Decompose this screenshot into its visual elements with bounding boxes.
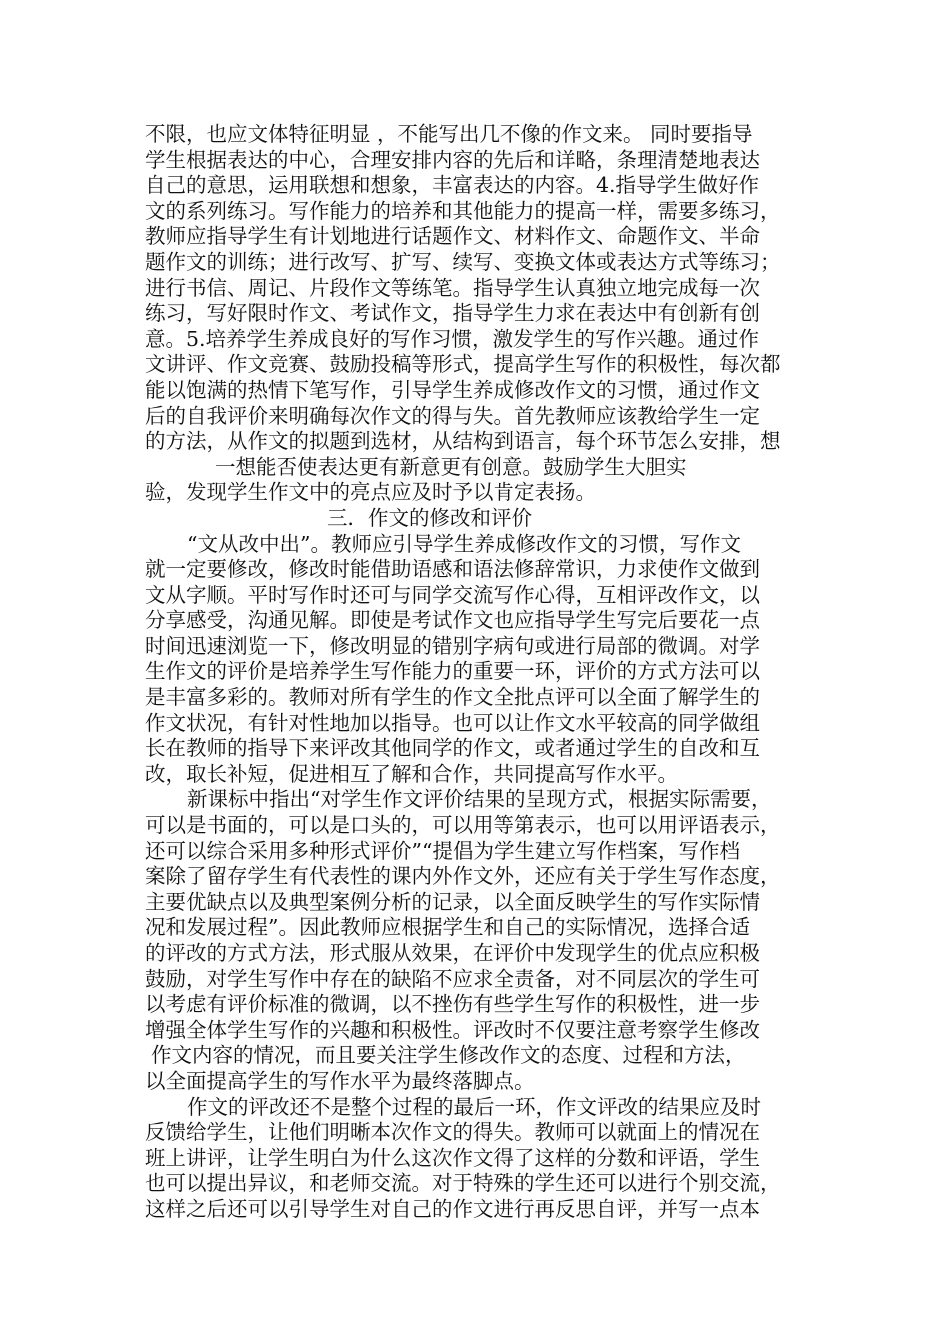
text-line: 意。5.培养学生养成良好的写作习惯，激发学生的写作兴趣。通过作 (145, 326, 760, 351)
text-line: 还可以综合采用多种形式评价”“提倡为学生建立写作档案，写作档 (145, 838, 740, 863)
text-line: 时间迅速浏览一下，修改明显的错别字病句或进行局部的微调。对学 (145, 633, 760, 658)
text-line: 一想能否使表达更有新意更有创意。鼓励学生大胆实 (215, 454, 687, 479)
text-line: 自己的意思，运用联想和想象，丰富表达的内容。4.指导学生做好作 (145, 173, 760, 198)
text-line: 文讲评、作文竞赛、鼓励投稿等形式，提高学生写作的积极性，每次都 (145, 352, 781, 377)
text-line: 以考虑有评价标准的微调，以不挫伤有些学生写作的积极性，进一步 (145, 992, 760, 1017)
text-line: 长在教师的指导下来评改其他同学的作文，或者通过学生的自改和互 (145, 736, 760, 761)
document-body (145, 122, 815, 1223)
text-line: 案除了留存学生有代表性的课内外作文外，还应有关于学生写作态度， (145, 864, 781, 889)
text-line: 这样之后还可以引导学生对自己的作文进行再反思自评，并写一点本 (145, 1196, 760, 1221)
text-line: 后的自我评价来明确每次作文的得与失。首先教师应该教给学生一定 (145, 403, 760, 428)
text-line: 教师应指导学生有计划地进行话题作文、材料作文、命题作文、半命 (145, 224, 760, 249)
text-line: 反馈给学生，让他们明晰本次作文的得失。教师可以就面上的情况在 (145, 1120, 760, 1145)
section-heading: 三．作文的修改和评价 (327, 505, 532, 530)
text-line: 题作文的训练；进行改写、扩写、续写、变换文体或表达方式等练习； (145, 249, 781, 274)
text-line: “文从改中出”。教师应引导学生养成修改作文的习惯，写作文 (187, 531, 741, 556)
text-line: 不限，也应文体特征明显 ，不能写出几不像的作文来。 同时要指导 (145, 122, 753, 146)
text-line: 分享感受，沟通见解。即使是考试作文也应指导学生写完后要花一点 (145, 608, 760, 633)
text-line: 练习，写好限时作文、考试作文，指导学生力求在表达中有创新有创 (145, 301, 760, 326)
text-line: 也可以提出异议，和老师交流。对于特殊的学生还可以进行个别交流， (145, 1171, 781, 1196)
text-line: 作文的评改还不是整个过程的最后一环，作文评改的结果应及时 (187, 1094, 761, 1119)
text-line: 文的系列练习。写作能力的培养和其他能力的提高一样，需要多练习， (145, 198, 781, 223)
text-line: 进行书信、周记、片段作文等练笔。指导学生认真独立地完成每一次 (145, 275, 760, 300)
text-line: 是丰富多彩的。教师对所有学生的作文全批点评可以全面了解学生的 (145, 685, 760, 710)
text-line: 验，发现学生作文中的亮点应及时予以肯定表扬。 (145, 480, 596, 505)
text-line: 可以是书面的，可以是口头的，可以用等第表示，也可以用评语表示， (145, 813, 781, 838)
text-line: 主要优缺点以及典型案例分析的记录，以全面反映学生的写作实际情 (145, 889, 760, 914)
text-line: 改，取长补短，促进相互了解和合作，共同提高写作水平。 (145, 761, 678, 786)
text-line: 班上讲评，让学生明白为什么这次作文得了这样的分数和评语，学生 (145, 1145, 760, 1170)
text-line: 生作文的评价是培养学生写作能力的重要一环，评价的方式方法可以 (145, 659, 760, 684)
text-line: 就一定要修改，修改时能借助语感和语法修辞常识，力求使作文做到 (145, 557, 760, 582)
text-line: 的方法，从作文的拟题到选材，从结构到语言，每个环节怎么安排，想 (145, 429, 781, 454)
text-line: 况和发展过程”。因此教师应根据学生和自己的实际情况，选择合适 (145, 915, 750, 940)
text-line: 的评改的方式方法，形式服从效果，在评价中发现学生的优点应积极 (145, 941, 760, 965)
text-line: 新课标中指出“对学生作文评价结果的呈现方式，根据实际需要， (187, 787, 772, 812)
text-line: 增强全体学生写作的兴趣和积极性。评改时不仅要注意考察学生修改 (145, 1017, 760, 1042)
text-line: 作文内容的情况，而且要关注学生修改作文的态度、过程和方法， (151, 1043, 746, 1068)
text-line: 学生根据表达的中心，合理安排内容的先后和详略，条理清楚地表达 (145, 147, 760, 172)
text-line: 作文状况，有针对性地加以指导。也可以让作文水平较高的同学做组 (145, 710, 760, 735)
text-line: 文从字顺。平时写作时还可与同学交流写作心得，互相评改作文，以 (145, 582, 760, 607)
text-line: 以全面提高学生的写作水平为最终落脚点。 (145, 1068, 535, 1093)
text-line: 鼓励，对学生写作中存在的缺陷不应求全责备，对不同层次的学生可 (145, 966, 760, 991)
text-line: 能以饱满的热情下笔写作，引导学生养成修改作文的习惯，通过作文 (145, 377, 760, 402)
